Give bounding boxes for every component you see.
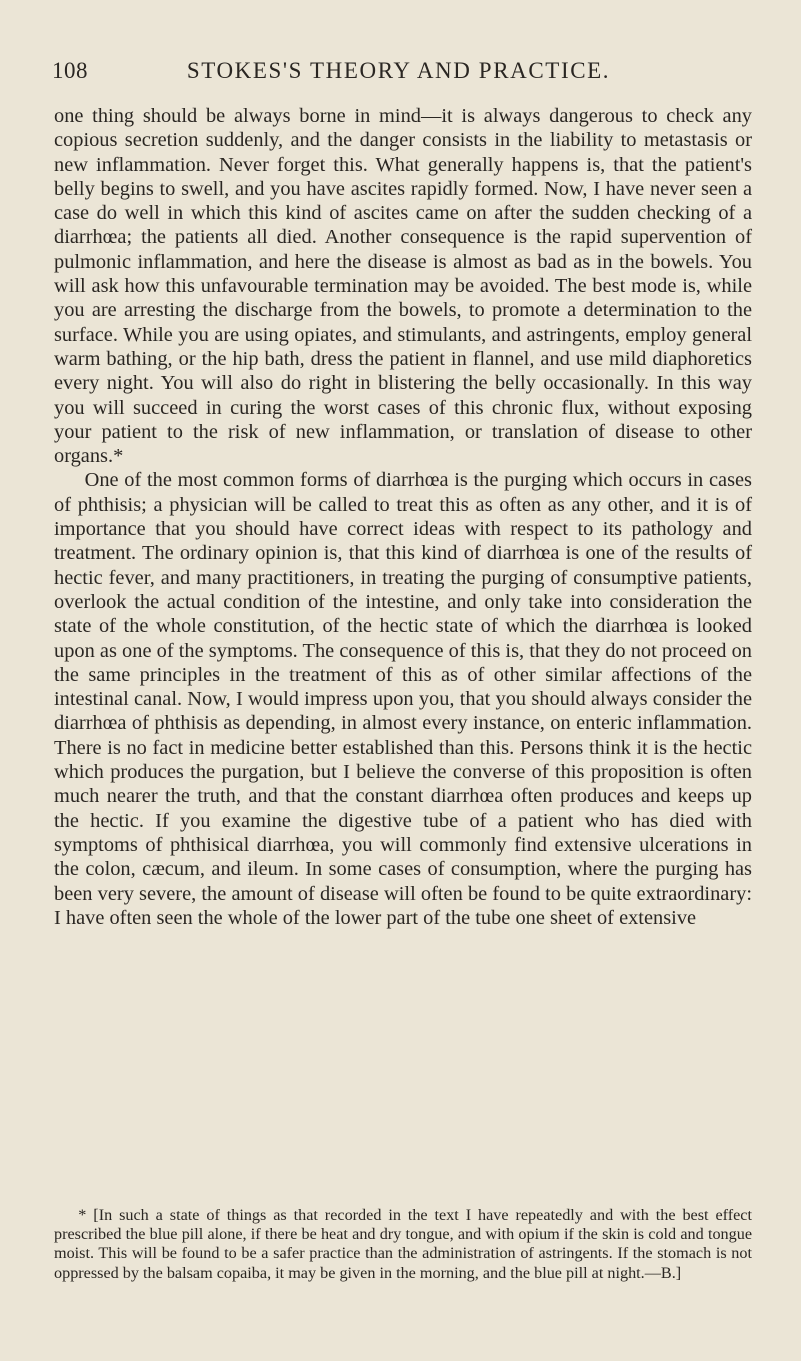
paragraph-continued: one thing should be always borne in mind—it is always dangerous to check any copious secretion suddenly, and the danger consists in the liability to metastasis or new inflammation. Never forget this. What generally happens is, that the patient's belly begins to swell, and you have ascites rapidly formed. Now, I have never seen a case do well in which this kind of ascites came on after the sudden checking of a diarrhœa; the patients all died. Another consequence is the rapid supervention of pulmonic inflammation, and here the disease is almost as bad as in the bowels. You will ask how this unfavourable termination may be avoided. The best mode is, while you are arresting the discharge from the bowels, to promote a determination to the surface. While you are using opiates, and stimulants, and astringents, employ general warm bathing, or the hip bath, dress the patient in flannel, and use mild diaphoretics every night. You will also do right in blistering the belly occasionally. In this way you will succeed in curing the worst cases of this chronic flux, without exposing your patient to the risk of new inflammation, or translation of disease to other organs.*	[54, 105, 752, 468]
running-head	[52, 56, 745, 86]
body-text	[54, 104, 752, 930]
paragraph: One of the most common forms of diarrhœa is the purging which occurs in cases of phthisis; a physician will be called to treat this as often as any other, and it is of importance that you should have correct ideas with respect to its pathology and treatment. The ordinary opinion is, that this kind of diarrhœa is one of the results of hectic fever, and many practitioners, in treating the purging of consumptive patients, overlook the actual condition of the intestine, and only take into consideration the state of the whole constitution, of the hectic state of which the diarrhœa is looked upon as one of the symptoms. The consequence of this is, that they do not proceed on the same principles in the treatment of this as of other similar affections of the intestinal canal. Now, I would impress upon you, that you should always consider the diarrhœa of phthisis as depending, in almost every instance, on enteric inflammation. There is no fact in medicine better established than this. Persons think it is the hectic which produces the purgation, but I believe the converse of this proposition is often much nearer the truth, and that the constant diarrhœa often produces and keeps up the hectic. If you examine the digestive tube of a patient who has died with symptoms of phthisical diarrhœa, you will commonly find extensive ulcerations in the colon, cæcum, and ileum. In some cases of consumption, where the purging has been very severe, the amount of disease will often be found to be quite extraordinary: I have often seen the whole of the lower part of the tube one sheet of extensive	[54, 469, 752, 929]
running-title: STOKES'S THEORY AND PRACTICE.	[186, 58, 611, 83]
footnote-text: * [In such a state of things as that recorded in the text I have repeatedly and with the best effect prescribed the blue pill alone, if there be heat and dry tongue, and with opium if the skin is cold and tongue moist. This will be found to be a safer practice than the administration of astringents. If the stomach is not oppressed by the balsam copaiba, it may be given in the morning, and the blue pill at night.—B.]	[54, 1206, 752, 1282]
footnote	[54, 1206, 752, 1283]
page-number: 108	[52, 58, 88, 83]
